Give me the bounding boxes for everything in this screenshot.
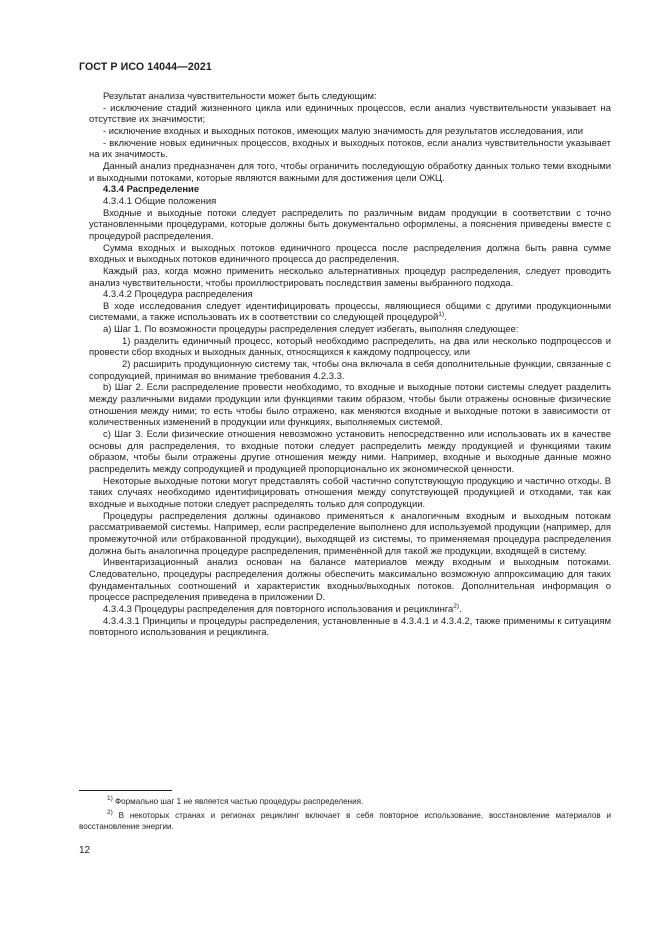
paragraph: Инвентаризационный анализ основан на балансе материалов между входным и выходным потоками. Следовательно, процедуры распределения должны обеспечить максимально возможную аппроксимацию для таких фундаментальных соотношений и характеристик входных/выходных потоков. Дополнительная информация о процессе распределения приведена в приложении D. (89, 557, 611, 604)
footnote-mark: 2) (107, 808, 113, 816)
step-item: а) Шаг 1. По возможности процедуры распределения следует избегать, выполняя следующее: (103, 324, 519, 336)
subsection-heading (89, 604, 611, 616)
footnote-text: Формально шаг 1 не является частью процедуры распределения. (115, 797, 364, 806)
paragraph-text: В ходе исследования следует идентифицировать процессы, являющиеся общими с другими продукционными системами, а также использовать их в соответствии со следующей процедурой (89, 300, 611, 324)
document-body (89, 91, 611, 639)
footnote-ref: 2) (453, 602, 460, 610)
section-heading: 4.3.4 Распределение (103, 184, 200, 196)
paragraph: 4.3.4.3.1 Принципы и процедуры распределения, установленные в 4.3.4.1 и 4.3.4.2, также применимы к ситуациям повторного использования и рециклинга. (89, 615, 611, 639)
heading-text: 4.3.4.3 Процедуры распределения для повторного использования и рециклинга (103, 603, 454, 615)
subsection-heading: 4.3.4.2 Процедура распределения (103, 289, 253, 301)
page-number: 12 (79, 845, 91, 856)
paragraph: Результат анализа чувствительности может быть следующим: (103, 91, 377, 102)
heading-tail: . (459, 603, 462, 615)
sub-step-item: 1) разделить единичный процесс, который необходимо распределить, на два или несколько подпроцессов и провести сбор входных и выходных данных, относящихся к каждому подпроцессу, или (89, 335, 611, 359)
paragraph (89, 301, 611, 324)
footnote-mark: 1) (107, 795, 113, 802)
subsection-heading: 4.3.4.1 Общие положения (103, 195, 217, 207)
footnote (79, 808, 611, 833)
step-item: c) Шаг 3. Если физические отношения невозможно установить непосредственно или использовать их в качестве основы для распределения, то входные потоки следует распределить между продукцией и функциями таким образом, чтобы были отражены другие отношения между ними. Например, входные и выходные данные можно распределить между сопродукцией и продукцией пропорционально их экономической ценности. (89, 429, 611, 475)
footnote (79, 797, 611, 808)
footnote-separator (79, 790, 172, 791)
list-item: - включение новых единичных процессов, входных и выходных потоков, если анализ чувствительности указывает на их значимость. (89, 137, 611, 161)
sub-step-item: 2) расширить продукционную систему так, чтобы она включала в себя дополнительные функции, связанные с сопродукцией, принимая во внимание требования 4.2.3.3. (89, 359, 611, 382)
paragraph: Каждый раз, когда можно применить несколько альтернативных процедур распределения, следует проводить анализ чувствительности, чтобы проиллюстрировать последствия замены выбранного подхода. (89, 265, 611, 289)
paragraph: Процедуры распределения должны одинаково применяться к аналогичным входным и выходным потокам рассматриваемой системы. Например, если распределение выполнено для используемой продукции (например, для промежуточной или отбракованной продукции), выходящей из системы, то применяемая процедура распределения должна быть аналогична процедуре распределения, применённой для такой же продукции, входящей в систему. (89, 510, 611, 557)
list-item: - исключение стадий жизненного цикла или единичных процессов, если анализ чувствительности указывает на отсутствие их значимости; (89, 102, 611, 126)
footnote-ref: 1) (438, 311, 445, 319)
paragraph: Некоторые выходные потоки могут представлять собой частично сопутствующую продукцию и частично отходы. В таких случаях необходимо идентифицировать отношения между сопутствующей продукцией и отходами, так как входные и выходные потоки следует распределять только для сопродукции. (89, 475, 611, 510)
paragraph: Сумма входных и выходных потоков единичного процесса после распределения должна быть равна сумме входных и выходных потоков единичного процесса до распределения. (89, 242, 611, 266)
paragraph: Входные и выходные потоки следует распределить по различным видам продукции в соответствии с точно установленными процедурами, которые должны быть документально оформлены, а пояснения приведены вместе с процедурой распределения. (89, 207, 611, 242)
standard-header: ГОСТ Р ИСО 14044—2021 (79, 61, 212, 73)
paragraph-tail: . (444, 312, 447, 324)
footnotes (79, 797, 611, 836)
footnote-text: В некоторых странах и регионах рециклинг включает в себя повторное использование, восстановление материалов и восстановление энергии. (79, 810, 611, 831)
list-item: - исключение входных и выходных потоков, имеющих малую значимость для результатов исследования, или (103, 125, 584, 137)
step-item: b) Шаг 2. Если распределение провести необходимо, то входные и выходные потоки системы следует разделить между различными видами продукции или функциями таким образом, чтобы были отражены основные физические отношения между ними; то есть чтобы было отражено, как меняются входные и выходные потоки в зависимости от количественных изменений в продукции или функциях, выполняемых системой. (89, 382, 611, 429)
paragraph: Данный анализ предназначен для того, чтобы ограничить последующую обработку данных только теми входными и выходными потоками, которые являются важными для достижения цели ОЖЦ. (89, 160, 611, 184)
